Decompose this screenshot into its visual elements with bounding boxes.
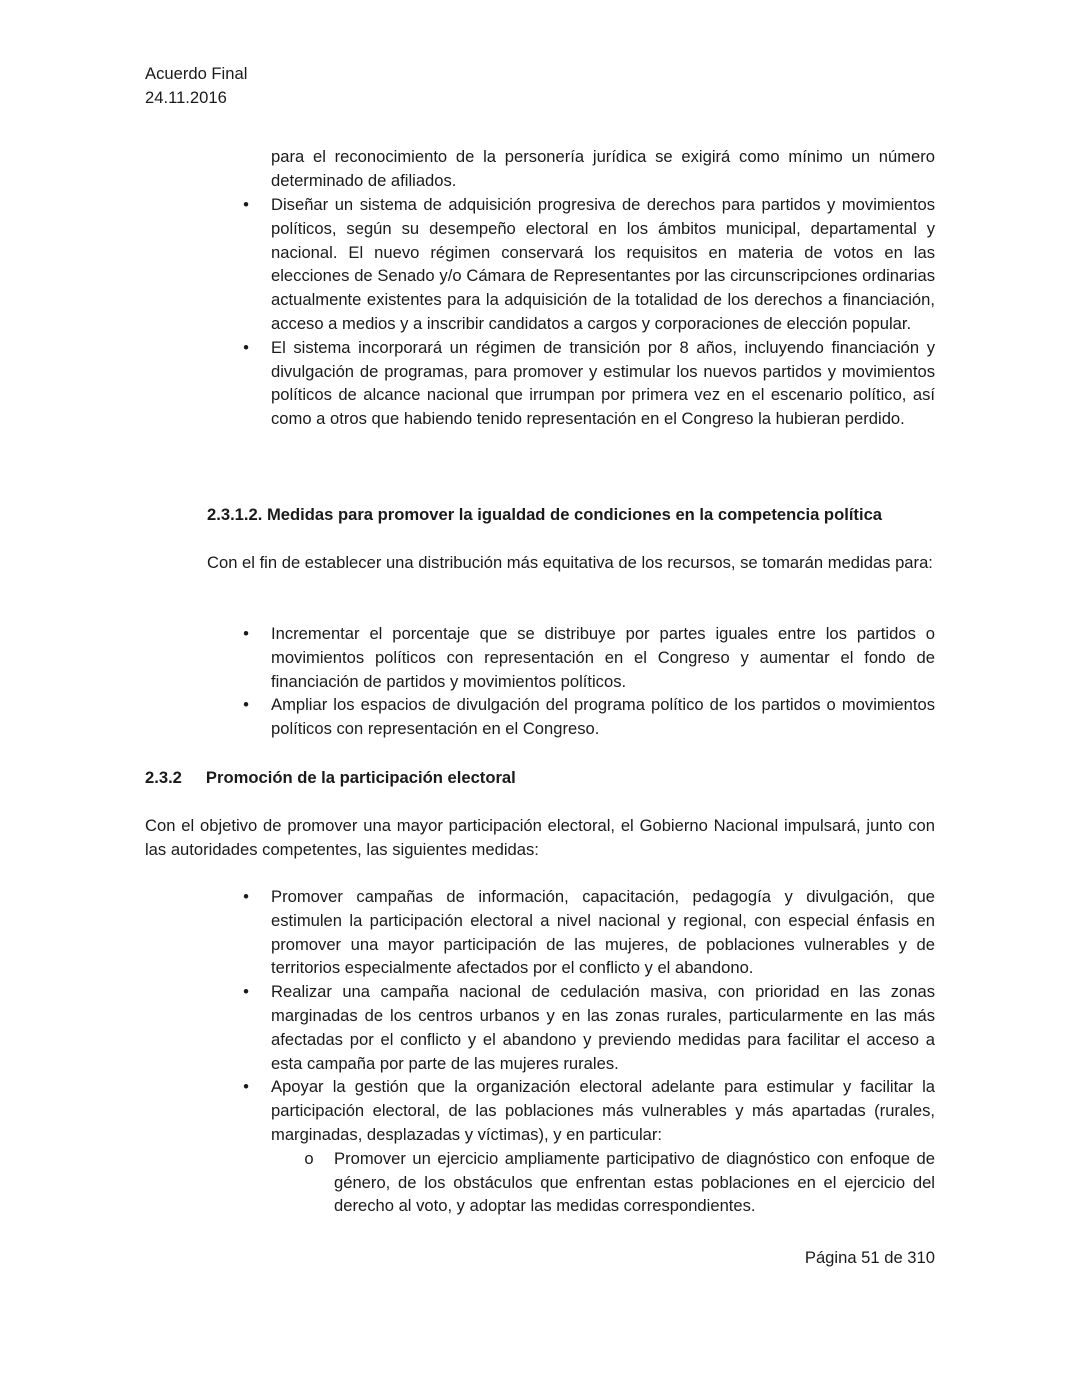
list-item: [243, 980, 935, 1075]
list-item-text: El sistema incorporará un régimen de transición por 8 años, incluyendo financiación y divulgación de programas, para promover y estimular los nuevos partidos y movimientos políticos de alcance nacional que irrumpan por primera vez en el escenario político, así como a otros que habiendo tenido representación en el Congreso la hubieran perdido.: [271, 337, 935, 429]
section-heading-232: [145, 766, 516, 790]
list-item-text: Ampliar los espacios de divulgación del programa político de los partidos o movimientos políticos con representación en el Congreso.: [271, 695, 935, 739]
list-item-text: Promover campañas de información, capacitación, pedagogía y divulgación, que estimulen la participación electoral a nivel nacional y regional, con especial énfasis en promover una mayor participación de las mujeres, de poblaciones vulnerables y de territorios especialmente afectados por el conflicto y el abandono.: [271, 887, 935, 978]
sub-list-item-text: Promover un ejercicio ampliamente participativo de diagnóstico con enfoque de género, de los obstáculos que enfrentan estas poblaciones en el ejercicio del derecho al voto, y adoptar las medidas correspondientes.: [334, 1148, 935, 1216]
section-232-intro: [145, 814, 935, 862]
section-heading-2312: 2.3.1.2. Medidas para promover la igualdad de condiciones en la competencia política: [207, 505, 883, 524]
list-item-text: Realizar una campaña nacional de cedulación masiva, con prioridad en las zonas marginadas de los centros urbanos y en las zonas rurales, particularmente en las más afectadas por el conflicto y el abandono y previendo medidas para facilitar el acceso a esta campaña por parte de las mujeres rurales.: [271, 982, 935, 1073]
bullet-marker: •: [243, 195, 249, 214]
bullet-marker: •: [243, 982, 249, 1002]
bullet-list-rights: [243, 193, 935, 431]
list-item: [243, 193, 935, 336]
document-title: Acuerdo Final: [145, 64, 248, 83]
list-item: [243, 693, 935, 741]
continuation-text: para el reconocimiento de la personería jurídica se exigirá como mínimo un número determinado de afiliados.: [271, 147, 935, 190]
bullet-list-participation: [243, 885, 935, 1218]
continuation-paragraph: [271, 145, 935, 193]
list-item-text: Apoyar la gestión que la organización electoral adelante para estimular y facilitar la participación electoral, de las poblaciones más vulnerables y más apartadas (rurales, marginadas, desplazadas y víctimas), y en particular:: [271, 1077, 935, 1144]
list-item-text: Incrementar el porcentaje que se distribuye por partes iguales entre los partidos o movimientos políticos con representación en el Congreso y aumentar el fondo de financiación de partidos y movimientos políticos.: [271, 624, 935, 691]
page-number: Página 51 de 310: [804, 1248, 935, 1267]
bullet-marker: •: [243, 887, 249, 906]
circle-marker: o: [304, 1148, 314, 1168]
list-item: [243, 885, 935, 980]
list-item: [243, 622, 935, 693]
document-header: [145, 62, 247, 110]
section-number: 2.3.2: [145, 768, 182, 787]
section-2312-intro: [207, 551, 935, 575]
bullet-marker: •: [243, 1077, 249, 1097]
section-2312-intro-text: Con el fin de establecer una distribución más equitativa de los recursos, se tomarán medidas para:: [207, 553, 933, 572]
document-date: 24.11.2016: [145, 88, 227, 107]
list-item: [243, 336, 935, 431]
sub-list-item: [304, 1147, 935, 1218]
section-title: Promoción de la participación electoral: [205, 768, 516, 787]
list-item-text: Diseñar un sistema de adquisición progresiva de derechos para partidos y movimientos políticos, según su desempeño electoral en los ámbitos municipal, departamental y nacional. El nuevo régimen conservará los requisitos en materia de votos en las elecciones de Senado y/o Cámara de Representantes por las circunscripciones ordinarias actualmente existentes para la adquisición de la totalidad de los derechos a financiación, acceso a medios y a inscribir candidatos a cargos y corporaciones de elección popular.: [271, 195, 935, 333]
bullet-marker: •: [243, 337, 249, 357]
bullet-list-equality: [243, 622, 935, 741]
bullet-marker: •: [243, 695, 249, 715]
section-232-intro-text: Con el objetivo de promover una mayor participación electoral, el Gobierno Nacional impulsará, junto con las autoridades competentes, las siguientes medidas:: [145, 816, 935, 859]
list-item: [243, 1075, 935, 1218]
sub-list: [304, 1147, 935, 1218]
bullet-marker: •: [243, 624, 249, 643]
